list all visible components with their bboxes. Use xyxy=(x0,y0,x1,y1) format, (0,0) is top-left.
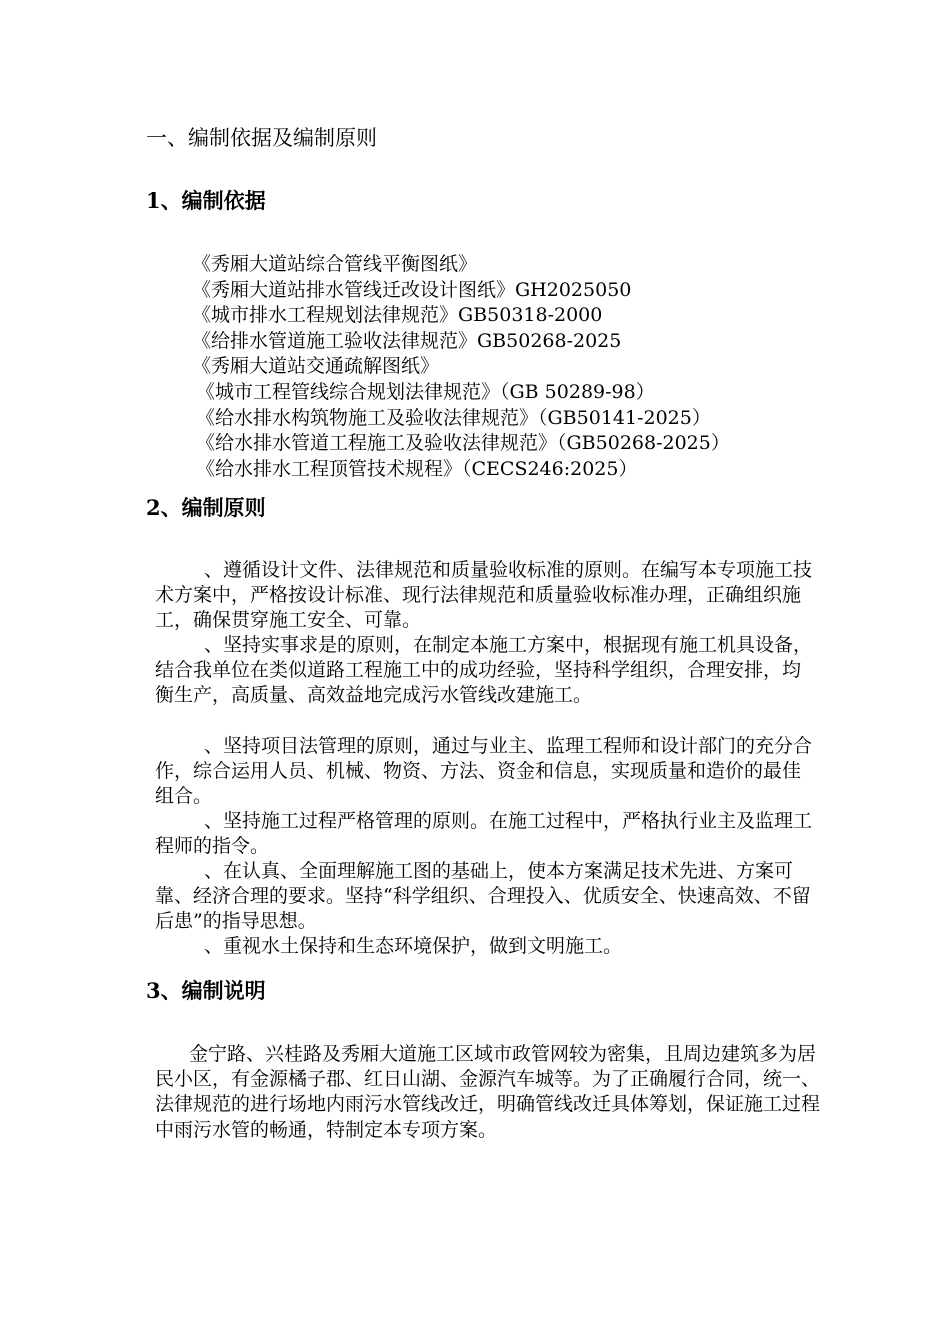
basis-item: 《秀厢大道站交通疏解图纸》 xyxy=(192,355,440,378)
basis-item: 《秀厢大道站排水管线迁改设计图纸》GH2025050 xyxy=(192,278,632,301)
principle-paragraph: 、在认真、全面理解施工图的基础上，使本方案满足技术先进、方案可靠、经济合理的要求。坚持“科学组织、合理投入、优质安全、快速高效、不留后患”的指导思想。 xyxy=(155,860,811,933)
basis-item: 《城市工程管线综合规划法律规范》（GB 50289-98） xyxy=(196,380,655,403)
principles-heading: 2、编制原则 xyxy=(146,495,266,520)
principle-paragraph: 、遵循设计文件、法律规范和质量验收标准的原则。在编写本专项施工技术方案中，严格按设计标准、现行法律规范和质量验收标准办理，正确组织施工，确保贯穿施工安全、可靠。 xyxy=(155,559,813,632)
basis-item: 《给排水管道施工验收法律规范》GB50268-2025 xyxy=(192,329,622,352)
principle-paragraph: 、坚持施工过程严格管理的原则。在施工过程中，严格执行业主及监理工程师的指令。 xyxy=(155,810,813,858)
basis-item: 《城市排水工程规划法律规范》GB50318-2000 xyxy=(192,304,603,327)
basis-heading: 1、编制依据 xyxy=(146,188,266,213)
basis-item: 《秀厢大道站综合管线平衡图纸》 xyxy=(192,253,478,275)
basis-item: 《给水排水构筑物施工及验收法律规范》（GB50141-2025） xyxy=(196,406,711,429)
section-title: 一、编制依据及编制原则 xyxy=(146,126,377,150)
basis-item: 《给水排水工程顶管技术规程》（CECS246:2025） xyxy=(196,457,638,480)
explanation-paragraph: 金宁路、兴桂路及秀厢大道施工区域市政管网较为密集，且周边建筑多为居民小区，有金源橘子郡、红日山湖、金源汽车城等。为了正确履行合同，统一、法律规范的进行场地内雨污水管线改迁，明确管线改迁具体筹划，保证施工过程中雨污水管的畅通，特制定本专项方案。 xyxy=(155,1043,821,1141)
principle-paragraph: 、坚持项目法管理的原则，通过与业主、监理工程师和设计部门的充分合作，综合运用人员、机械、物资、方法、资金和信息，实现质量和造价的最佳组合。 xyxy=(155,735,813,808)
basis-item: 《给水排水管道工程施工及验收法律规范》（GB50268-2025） xyxy=(196,432,730,455)
explanation-heading: 3、编制说明 xyxy=(146,978,266,1003)
principle-paragraph: 、重视水土保持和生态环境保护，做到文明施工。 xyxy=(204,935,623,957)
principle-paragraph: 、坚持实事求是的原则，在制定本施工方案中，根据现有施工机具设备，结合我单位在类似道路工程施工中的成功经验，坚持科学组织，合理安排，均衡生产，高质量、高效益地完成污水管线改建施工。 xyxy=(155,634,813,707)
basis-list xyxy=(192,252,730,482)
